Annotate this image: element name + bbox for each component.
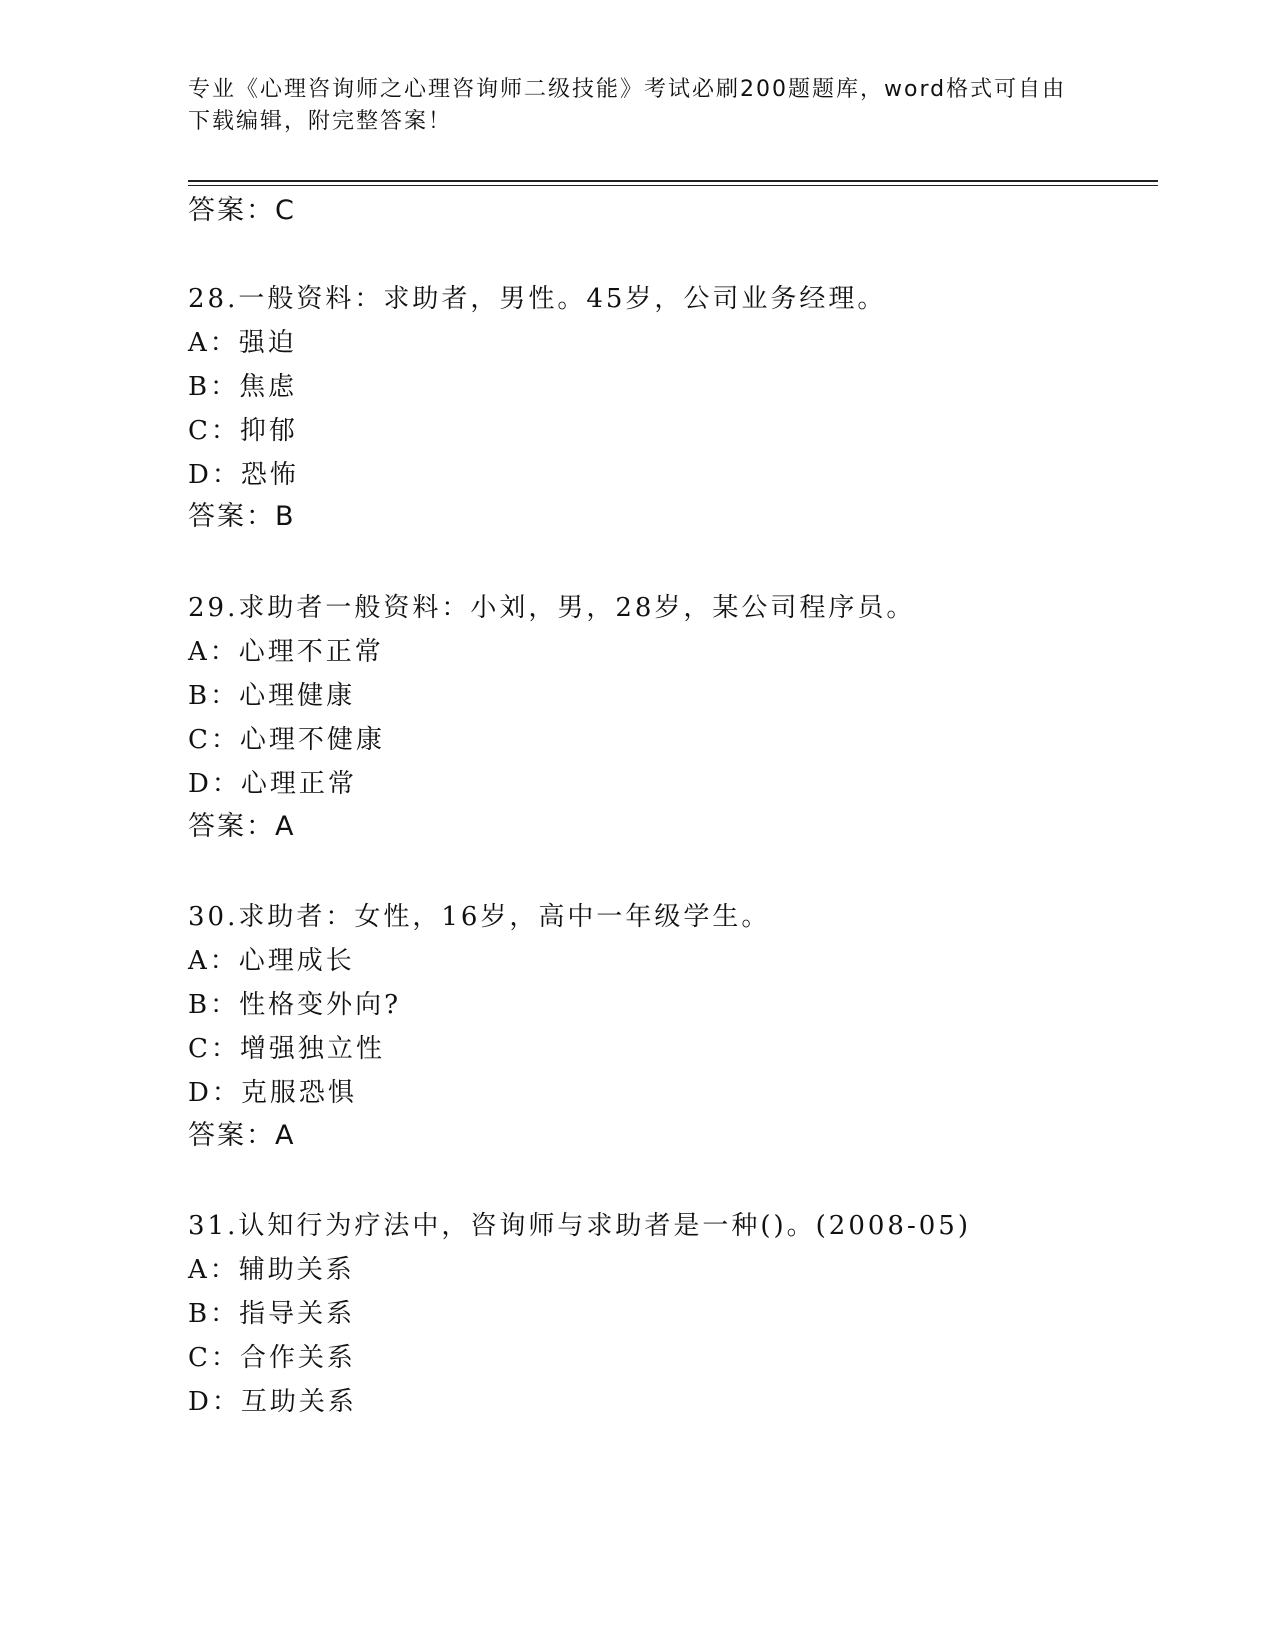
header-divider-thin (188, 185, 1158, 186)
option-d: D：互助关系 (188, 1387, 357, 1417)
option-a: A：辅助关系 (188, 1255, 355, 1285)
option-c: C：合作关系 (188, 1343, 356, 1373)
document-intro-text: 专业《心理咨询师之心理咨询师二级技能》考试必刷200题题库，word格式可自由下载编辑，附完整答案！ (188, 77, 1067, 134)
option-c: C：心理不健康 (188, 725, 385, 755)
answer-line: 答案：C (188, 195, 296, 226)
question-stem: 28.一般资料：求助者，男性。45岁，公司业务经理。 (188, 284, 887, 314)
question-stem: 30.求助者：女性，16岁，高中一年级学生。 (188, 902, 771, 932)
option-c: C：增强独立性 (188, 1034, 385, 1064)
option-d: D：克服恐惧 (188, 1078, 357, 1108)
question-stem: 31.认知行为疗法中，咨询师与求助者是一种()。(2008-05) (188, 1211, 971, 1241)
option-a: A：强迫 (188, 328, 297, 358)
option-b: B：指导关系 (188, 1299, 356, 1329)
option-a: A：心理不正常 (188, 637, 384, 667)
answer-line: 答案：B (188, 501, 296, 532)
header-divider-thick (188, 180, 1158, 182)
option-a: A：心理成长 (188, 946, 355, 976)
question-stem: 29.求助者一般资料：小刘，男，28岁，某公司程序员。 (188, 593, 916, 623)
option-b: B：心理健康 (188, 681, 356, 711)
option-d: D：心理正常 (188, 769, 357, 799)
answer-line: 答案：A (188, 811, 296, 842)
option-b: B：焦虑 (188, 372, 298, 402)
answer-line: 答案：A (188, 1120, 296, 1151)
option-c: C：抑郁 (188, 416, 298, 446)
option-d: D：恐怖 (188, 460, 299, 490)
option-b: B：性格变外向? (188, 990, 402, 1020)
